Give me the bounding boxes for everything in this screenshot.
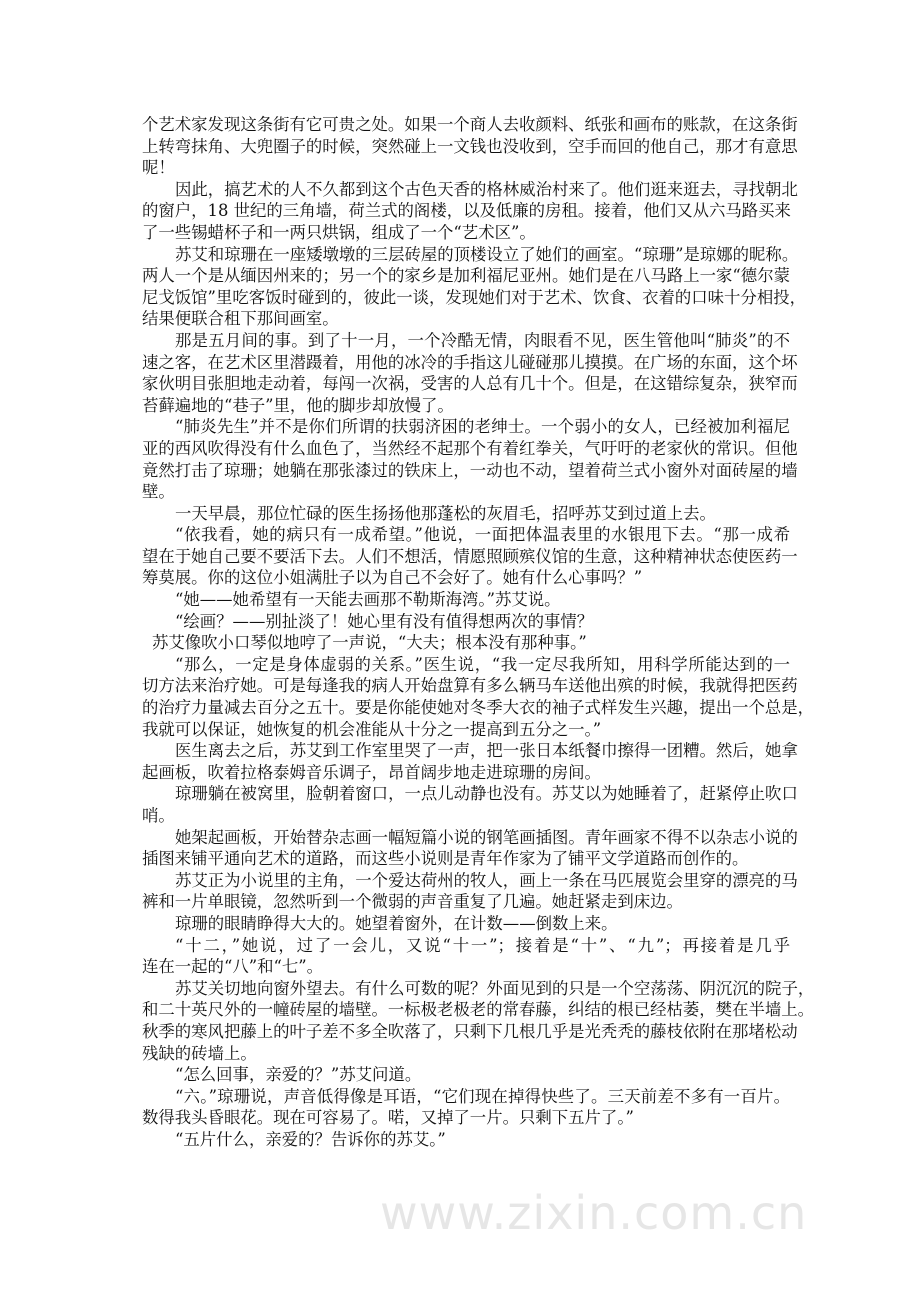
text-line: 壁。: [142, 482, 175, 502]
paragraph: [142, 179, 798, 244]
text-line: 插图来铺平通向艺术的道路，而这些小说则是青年作家为了铺平文学道路而创作的。: [142, 849, 749, 869]
paragraph: [142, 114, 798, 179]
text-line: “绘画？——别扯淡了！她心里有没有值得想两次的事情？: [175, 611, 594, 631]
paragraph: [142, 244, 807, 330]
text-line: 裤和一片单眼镜，忽然听到一个微弱的声音重复了几遍。她赶紧走到床边。: [142, 892, 683, 912]
text-line: 秋季的寒风把藤上的叶子差不多全吹落了，只剩下几根几乎是光秃秃的藤枝依附在那堵松动: [142, 1021, 798, 1041]
text-line: 望在于她自己要不要活下去。人们不想活，情愿照顾殡仪馆的生意，这种精神状态使医药一: [142, 546, 798, 566]
text-line: 医生离去之后，苏艾到工作室里哭了一声，把一张日本纸餐巾擦得一团糟。然后，她拿: [175, 741, 798, 761]
text-line: “六。”琼珊说，声音低得像是耳语，“它们现在掉得快些了。三天前差不多有一百片。: [175, 1086, 790, 1106]
paragraph: [142, 1129, 790, 1151]
paragraph: [142, 524, 798, 589]
watermark: www.zixin.com.cn: [380, 1186, 808, 1240]
text-line: “那么，一定是身体虚弱的关系。”医生说，“我一定尽我所知，用科学所能达到的一: [175, 654, 790, 674]
text-line: “依我看，她的病只有一成希望。”他说，一面把体温表里的水银甩下去。“那一成希: [175, 525, 790, 545]
text-line: 结果便联合租下那间画室。: [142, 309, 339, 329]
text-line: 琼珊躺在被窝里，脸朝着窗口，一点儿动静也没有。苏艾以为她睡着了，赶紧停止吹口: [175, 784, 798, 804]
text-line: 那是五月间的事。到了十一月，一个冷酷无情，肉眼看不见，医生管他叫“肺炎”的不: [175, 330, 790, 350]
paragraph: [142, 1064, 790, 1086]
text-line: 两人一个是从缅因州来的；另一个的家乡是加利福尼亚州。她们是在八马路上一家“德尔蒙: [142, 266, 790, 286]
paragraph: [142, 1086, 790, 1129]
text-line: 残缺的砖墙上。: [142, 1043, 257, 1063]
paragraph: [142, 978, 815, 1064]
text-line: 尼戈饭馆”里吃客饭时碰到的，彼此一谈，发现她们对于艺术、饮食、衣着的口味十分相投，: [142, 287, 807, 307]
text-line: 了一些锡蜡杯子和一两只烘锅，组成了一个“艺术区”。: [142, 222, 536, 242]
text-line: 数得我头昏眼花。现在可容易了。喏，又掉了一片。只剩下五片了。”: [142, 1108, 634, 1128]
text-line: “肺炎先生”并不是你们所谓的扶弱济困的老绅士。一个弱小的女人，已经被加利福尼: [175, 417, 790, 437]
text-line: 琼珊的眼睛睁得大大的。她望着窗外，在计数——倒数上来。: [175, 913, 618, 933]
paragraph: [142, 416, 798, 502]
text-line: 速之客，在艺术区里潜蹑着，用他的冰冷的手指这儿碰碰那儿摸摸。在广场的东面，这个坏: [142, 352, 798, 372]
text-line: 苏艾像吹小口琴似地哼了一声说，“大夫；根本没有那种事。”: [152, 633, 587, 653]
text-line: 哨。: [142, 806, 175, 825]
paragraph: [142, 740, 798, 783]
text-line: 苏艾关切地向窗外望去。有什么可数的呢？外面见到的只是一个空荡荡、阴沉沉的院子，: [175, 978, 815, 998]
text-line: 的窗户，18 世纪的三角墙，荷兰式的阁楼，以及低廉的房租。接着，他们又从六马路买来: [142, 201, 791, 221]
paragraph: [142, 330, 798, 416]
text-line: 苏艾正为小说里的主角，一个爱达荷州的牧人，画上一条在马匹展览会里穿的漂亮的马: [175, 870, 798, 890]
paragraph: [142, 589, 790, 611]
text-line: 她架起画板，开始替杂志画一幅短篇小说的钢笔画插图。青年画家不得不以杂志小说的: [175, 827, 798, 847]
text-line: 的治疗力量减去百分之五十。要是你能使她对冬季大衣的袖子式样发生兴趣，提出一个总是，: [142, 698, 815, 718]
text-line: 切方法来治疗她。可是每逢我的病人开始盘算有多么辆马车送他出殡的时候，我就得把医药: [142, 676, 798, 696]
paragraph: [142, 654, 815, 740]
text-line: 苔藓遍地的“巷子”里，他的脚步却放慢了。: [142, 395, 454, 415]
text-line: 和二十英尺外的一幢砖屋的墙壁。一标极老极老的常春藤，纠结的根已经枯萎，樊在半墙上。: [142, 1000, 815, 1020]
document-body: [142, 114, 815, 1151]
paragraph: [142, 503, 790, 525]
text-line: 家伙明目张胆地走动着，每闯一次祸，受害的人总有几十个。但是，在这错综复杂，狭窄而: [142, 374, 798, 394]
text-line: 我就可以保证，她恢复的机会准能从十分之一提高到五分之一。”: [142, 719, 602, 739]
text-line: “五片什么，亲爱的？告诉你的苏艾。”: [175, 1129, 446, 1149]
text-line: 竟然打击了琼珊；她躺在那张漆过的铁床上，一动也不动，望着荷兰式小窗外对面砖屋的墙: [142, 460, 798, 480]
paragraph: [142, 611, 790, 633]
paragraph: [142, 827, 798, 870]
text-line: “她——她希望有一天能去画那不勒斯海湾。”苏艾说。: [175, 590, 561, 610]
paragraph: [142, 913, 790, 935]
text-line: 呢！: [142, 158, 175, 178]
text-line: 苏艾和琼珊在一座矮墩墩的三层砖屋的顶楼设立了她们的画室。“琼珊”是琼娜的昵称。: [175, 244, 799, 264]
text-line: 个艺术家发现这条街有它可贵之处。如果一个商人去收颜料、纸张和画布的账款，在这条街: [142, 115, 798, 134]
text-line: 因此，搞艺术的人不久都到这个古色天香的格林威治村来了。他们逛来逛去，寻找朝北: [175, 179, 798, 199]
paragraph: [142, 870, 798, 913]
text-line: 起画板，吹着拉格泰姆音乐调子，昂首阔步地走进琼珊的房间。: [142, 762, 601, 782]
text-line: 亚的西风吹得没有什么血色了，当然经不起那个有着红拳关，气吁吁的老家伙的常识。但他: [142, 438, 798, 458]
text-line: 上转弯抹角、大兜圈子的时候，突然碰上一文钱也没收到，空手而回的他自己，那才有意思: [142, 136, 798, 156]
text-line: “十二，”她说，过了一会儿，又说“十一”；接着是“十”、“九”；再接着是几乎: [175, 935, 790, 955]
text-line: 连在一起的“八”和“七”。: [142, 957, 324, 977]
paragraph: [142, 783, 798, 826]
paragraph: [142, 632, 790, 654]
text-line: 筹莫展。你的这位小姐满肚子以为自己不会好了。她有什么心事吗？”: [142, 568, 643, 588]
text-line: 一天早晨，那位忙碌的医生扬扬他那蓬松的灰眉毛，招呼苏艾到过道上去。: [175, 503, 716, 523]
text-line: “怎么回事，亲爱的？”苏艾问道。: [175, 1065, 422, 1085]
paragraph: [142, 935, 790, 978]
